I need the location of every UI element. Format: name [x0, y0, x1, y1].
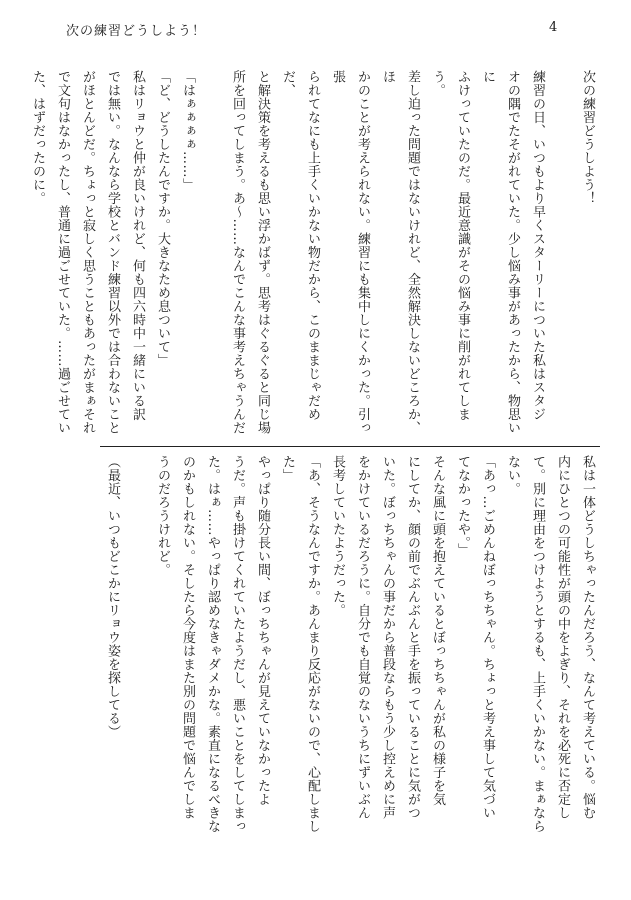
- text-line: [550, 70, 575, 440]
- text-line: られてなにも上手くいかない物だから、このままじゃだめだ、: [280, 70, 320, 421]
- text-line: 「あっ…ごめんねぼっちちゃん。ちょっと考え事して気づい: [480, 455, 495, 820]
- text-line: [200, 70, 225, 440]
- text-line: 私は一体どうしちゃったんだろう、なんて考えている。悩む: [580, 455, 595, 820]
- text-line: 長考していたようだった。: [330, 455, 345, 617]
- text-line: [125, 455, 150, 835]
- text-line: （最近、いつもどこかにリョウ姿を探してる）: [105, 455, 120, 739]
- text-line: そんな風に頭を抱えているとぼっちちゃんが私の様子を気: [430, 455, 445, 806]
- top-text-block: [30, 70, 600, 440]
- text-line: 次の練習どうしよう！: [580, 70, 595, 205]
- text-line: 「ど、どうしたんですか。大きなため息ついて」: [155, 70, 170, 367]
- section-divider: [100, 446, 600, 447]
- text-line: た、はずだったのに。: [30, 70, 45, 205]
- text-line: で文句はなかったし、普通に過ごせていた。……過ごせてい: [55, 70, 70, 435]
- text-line: 「あ、そうなんですか。あんまり反応がないので、心配しまし: [305, 455, 320, 833]
- page-header-title: 次の練習どうしよう！: [66, 24, 207, 39]
- text-line: 所を回ってしまう。あ～……なんでこんな事考えちゃうんだ: [230, 70, 245, 435]
- text-line: 内にひとつの可能性が頭の中をよぎり、それを必死に否定し: [555, 455, 570, 820]
- text-line: オの隅でたそがれていた。少し悩み事があったから、物思いに: [480, 70, 520, 435]
- text-line: た。はぁ……やっぱり認めなきゃダメかな。素直になるべきな: [205, 455, 220, 833]
- text-line: 練習の日、いつもより早くスターリーについた私はスタジ: [530, 70, 545, 421]
- text-line: のかもしれない。そしたら今度はまた別の問題で悩んでしま: [180, 455, 195, 820]
- text-line: をかけているだろうに。自分でも自覚のないうちにずいぶん: [355, 455, 370, 820]
- text-line: うだ。声も掛けてくれていたようだし、悪いことをしてしまっ: [230, 455, 245, 833]
- text-line: 私はリョウと仲が良いけれど、何も四六時中一緒にいる訳: [130, 70, 145, 421]
- text-line: ない。: [505, 455, 520, 496]
- text-line: かのことが考えられない。練習にも集中しにくかった。引っ張: [330, 70, 370, 435]
- text-line: て。別に理由をつけようとするも、上手くいかない。まぁなら: [530, 455, 545, 833]
- text-line: てなかったや。」: [455, 455, 470, 557]
- text-line: ふけっていたのだ。最近意識がその悩み事に削がれてしまう。: [430, 70, 470, 421]
- text-line: にしてか、顔の前でぶんぶんと手を振っていることに気がつ: [405, 455, 420, 820]
- text-line: では無い。なんなら学校とバンド練習以外では合わないこと: [105, 70, 120, 435]
- text-line: [0, 70, 25, 440]
- text-line: 差し迫った問題ではないけれど、全然解決しないどころか、ほ: [380, 70, 420, 435]
- text-line: うのだろうけれど。: [155, 455, 170, 577]
- text-line: 「はぁぁぁぁ……」: [180, 70, 195, 192]
- text-line: やっぱり随分長い間、ぼっちちゃんが見えていなかったよ: [255, 455, 270, 806]
- text-line: た」: [280, 455, 295, 482]
- text-line: いた。ぼっちちゃんの事だから普段ならもう少し控えめに声: [380, 455, 395, 820]
- bottom-text-block: [100, 455, 600, 835]
- text-line: と解決策を考えるも思い浮かばず。思考はぐるぐると同じ場: [255, 70, 270, 435]
- text-line: がほとんどだ。ちょっと寂しく思うこともあったがまぁそれ: [80, 70, 95, 435]
- page-number: 4: [549, 20, 558, 35]
